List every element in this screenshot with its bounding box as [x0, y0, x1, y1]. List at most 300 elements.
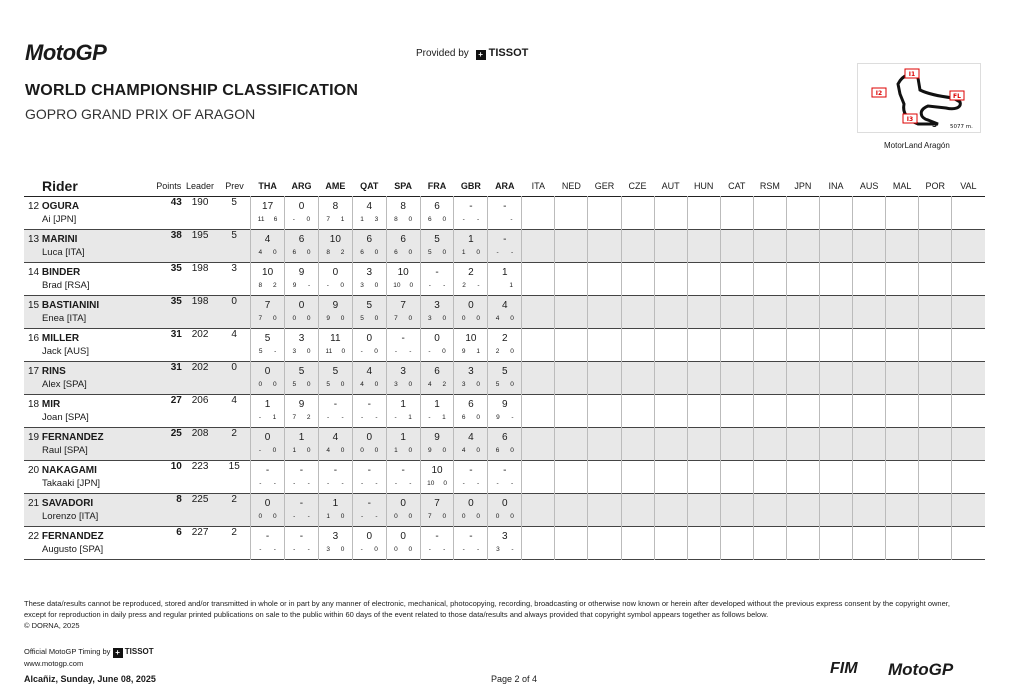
table-header-row [24, 176, 985, 197]
race-result-ina [819, 527, 852, 560]
race-result-rsm [753, 263, 786, 296]
race-result-tha [251, 527, 285, 560]
sprint-points: 0 [340, 282, 345, 289]
race-result-ned [555, 230, 588, 263]
sprint-points: 0 [408, 546, 413, 553]
race-result-aus [853, 362, 886, 395]
table-row [24, 395, 985, 428]
race-result-fra [420, 329, 454, 362]
race-points: 0 [292, 315, 297, 322]
race-total: 3 [366, 267, 373, 278]
race-result-ame [318, 527, 352, 560]
race-total: 0 [366, 531, 373, 542]
race-result-ned [555, 428, 588, 461]
table-row [24, 197, 985, 230]
sprint-points: 0 [408, 216, 413, 223]
race-result-arg [285, 395, 319, 428]
sprint-points: 0 [408, 381, 413, 388]
disclaimer [24, 598, 974, 631]
race-result-por [919, 527, 952, 560]
race-points: 3 [292, 348, 297, 355]
race-total: 4 [502, 300, 508, 311]
race-result-fra [420, 362, 454, 395]
rider-points: 31 [170, 329, 182, 340]
race-points: 1 [394, 447, 398, 454]
sprint-points: 0 [340, 513, 345, 520]
col-rider: Rider [42, 178, 78, 194]
rider-cell [24, 461, 156, 494]
race-breakdown [353, 311, 386, 322]
rider-cell [24, 296, 156, 329]
race-points: 8 [258, 282, 263, 289]
race-breakdown [251, 278, 284, 289]
race-result-tha [251, 362, 285, 395]
sprint-points: 0 [272, 315, 277, 322]
race-result-fra [420, 395, 454, 428]
sprint-points: 3 [374, 216, 379, 223]
col-race-ned: NED [561, 181, 581, 191]
race-result-val [952, 296, 985, 329]
race-breakdown [421, 212, 454, 223]
race-total: 0 [366, 333, 373, 344]
race-total: 3 [332, 531, 339, 542]
race-points: 8 [394, 216, 398, 223]
race-total: 0 [298, 201, 305, 212]
table-row [24, 428, 985, 461]
rider-last-name: MARINI [41, 234, 78, 245]
race-result-aus [853, 428, 886, 461]
race-result-arg [285, 329, 319, 362]
race-result-hun [687, 527, 720, 560]
race-breakdown [285, 344, 318, 355]
race-breakdown [353, 344, 386, 355]
race-breakdown [285, 311, 318, 322]
sprint-points: 0 [442, 447, 447, 454]
sprint-points: 0 [374, 546, 378, 553]
race-result-jpn [786, 329, 819, 362]
race-breakdown [353, 245, 386, 256]
rider-points: 38 [156, 230, 182, 263]
gap-to-leader: 202 [191, 329, 209, 340]
race-total: 1 [332, 498, 339, 509]
race-breakdown [421, 443, 454, 454]
race-points: - [327, 480, 330, 487]
race-result-cat [720, 395, 753, 428]
sprint-points: 0 [476, 381, 480, 388]
race-total: 10 [262, 267, 274, 278]
race-points: 7 [292, 414, 297, 421]
race-result-cze [621, 362, 654, 395]
race-result-por [919, 362, 952, 395]
race-breakdown [319, 410, 352, 421]
race-result-cze [621, 329, 654, 362]
race-points: - [258, 447, 262, 454]
race-points: 2 [495, 348, 500, 355]
race-result-gbr [454, 527, 488, 560]
race-result-ita [522, 362, 555, 395]
race-breakdown [387, 278, 420, 289]
race-result-qat [352, 362, 386, 395]
race-total: 6 [298, 234, 305, 245]
race-total: 9 [502, 399, 508, 410]
previous-points: 2 [218, 494, 250, 527]
race-breakdown [387, 344, 420, 355]
col-race-qat: QAT [360, 181, 379, 191]
sprint-points: - [307, 480, 310, 487]
timing-label: Official MotoGP Timing by [24, 647, 111, 656]
race-result-val [952, 362, 985, 395]
race-breakdown [488, 410, 521, 421]
race-breakdown [285, 476, 318, 487]
race-points: 4 [326, 447, 330, 454]
race-points: - [293, 546, 296, 553]
page-title: WORLD CHAMPIONSHIP CLASSIFICATION [25, 82, 359, 99]
race-points: 5 [292, 381, 297, 388]
race-total: - [503, 234, 507, 245]
race-points: 0 [461, 315, 466, 322]
rider-points: 10 [170, 461, 182, 472]
race-total: 10 [329, 234, 341, 245]
race-result-ita [522, 230, 555, 263]
race-total: - [469, 201, 473, 212]
race-result-ara [488, 362, 522, 395]
race-total: 1 [298, 432, 305, 443]
race-breakdown [488, 212, 521, 223]
race-points: - [360, 348, 363, 355]
race-result-ger [588, 362, 621, 395]
race-result-ger [588, 230, 621, 263]
sprint-points: 6 [273, 216, 278, 223]
race-points: - [394, 414, 397, 421]
col-race-rsm: RSM [759, 181, 780, 191]
sprint-points: 2 [306, 414, 311, 421]
race-breakdown [454, 212, 487, 223]
race-result-rsm [753, 461, 786, 494]
race-result-ara [488, 494, 522, 527]
race-total: 1 [502, 267, 508, 278]
race-total: 0 [332, 267, 339, 278]
race-result-aus [853, 197, 886, 230]
race-total: - [435, 531, 439, 542]
race-result-por [919, 296, 952, 329]
rider-name [24, 362, 156, 377]
race-points: 1 [461, 249, 466, 256]
race-breakdown [285, 278, 318, 289]
race-total: 9 [298, 399, 305, 410]
sprint-points: 0 [272, 447, 277, 454]
race-result-spa [386, 494, 420, 527]
race-result-ina [819, 362, 852, 395]
race-total: 5 [332, 366, 339, 377]
sprint-points: 0 [340, 546, 345, 553]
race-points: 1 [360, 216, 364, 223]
race-breakdown [251, 311, 284, 322]
race-result-tha [251, 494, 285, 527]
rider-cell [24, 263, 156, 296]
svg-text:I3: I3 [906, 116, 914, 123]
race-total: 7 [400, 300, 406, 311]
race-total: 0 [264, 366, 271, 377]
sprint-points: 0 [442, 216, 447, 223]
race-breakdown [285, 509, 318, 520]
race-result-mal [886, 362, 919, 395]
race-breakdown [454, 542, 487, 553]
race-breakdown [421, 476, 454, 487]
race-result-qat [352, 395, 386, 428]
race-points: - [360, 414, 364, 421]
sprint-points: 0 [374, 315, 379, 322]
previous-points: 0 [218, 362, 250, 395]
race-total: - [367, 399, 371, 410]
sprint-points: - [477, 480, 480, 487]
race-result-cze [621, 230, 654, 263]
race-result-mal [886, 527, 919, 560]
sprint-points: 1 [476, 348, 480, 355]
race-total: 9 [434, 432, 440, 443]
gap-to-leader: 208 [182, 428, 218, 461]
race-result-ger [588, 527, 621, 560]
race-result-cze [621, 263, 654, 296]
page-subtitle: GOPRO GRAND PRIX OF ARAGON [25, 106, 256, 122]
race-total: 5 [366, 300, 373, 311]
race-total: 10 [465, 333, 477, 344]
race-breakdown [454, 476, 487, 487]
sprint-points: - [409, 348, 412, 355]
table-row [24, 296, 985, 329]
race-breakdown [251, 377, 284, 388]
race-result-ara [488, 428, 522, 461]
col-race-arg: ARG [291, 181, 312, 191]
table-row [24, 494, 985, 527]
rider-first-name: Ai [JPN] [42, 214, 77, 225]
race-breakdown [319, 278, 352, 289]
race-result-arg [285, 296, 319, 329]
race-breakdown [387, 443, 420, 454]
race-result-mal [886, 461, 919, 494]
race-result-ned [555, 329, 588, 362]
race-result-ita [522, 395, 555, 428]
rider-last-name: NAKAGAMI [41, 465, 97, 476]
race-result-ara [488, 230, 522, 263]
race-total: 6 [366, 234, 373, 245]
race-breakdown [285, 443, 318, 454]
previous-points: 3 [231, 263, 237, 274]
race-result-ned [555, 461, 588, 494]
race-result-ame [318, 362, 352, 395]
rider-name [24, 296, 156, 311]
race-result-aut [654, 362, 687, 395]
col-race-ara: ARA [495, 181, 515, 191]
race-result-cat [720, 197, 753, 230]
col-race-mal: MAL [892, 181, 912, 191]
tissot-cross-icon: + [476, 50, 486, 60]
rider-cell [24, 329, 156, 362]
race-result-ame [318, 395, 352, 428]
race-result-ger [588, 329, 621, 362]
race-points: 0 [258, 513, 263, 520]
race-total: 5 [434, 234, 440, 245]
rider-name [24, 461, 156, 476]
race-total: 5 [502, 366, 508, 377]
race-points: 4 [428, 381, 432, 388]
race-total: 0 [264, 498, 271, 509]
race-breakdown [454, 443, 487, 454]
race-result-jpn [786, 230, 819, 263]
rider-position: 20 [28, 465, 40, 476]
race-result-jpn [786, 428, 819, 461]
rider-first-name: Luca [ITA] [42, 247, 85, 258]
race-points: 11 [257, 216, 265, 223]
rider-first-name: Alex [SPA] [42, 379, 87, 390]
race-breakdown [387, 311, 420, 322]
race-result-arg [285, 527, 319, 560]
race-breakdown [421, 245, 454, 256]
rider-position: 14 [28, 267, 40, 278]
sprint-points: - [477, 546, 480, 553]
race-result-hun [687, 329, 720, 362]
race-result-ita [522, 527, 555, 560]
race-result-spa [386, 461, 420, 494]
race-points: 5 [326, 381, 330, 388]
race-breakdown [387, 245, 420, 256]
race-result-arg [285, 230, 319, 263]
race-breakdown [319, 476, 352, 487]
race-total: 0 [502, 498, 508, 509]
race-total: - [333, 399, 338, 410]
race-result-rsm [753, 428, 786, 461]
fim-logo: FIM [830, 660, 858, 677]
race-result-gbr [454, 395, 488, 428]
race-result-ned [555, 296, 588, 329]
sprint-points: 0 [510, 513, 514, 520]
col-race-val: VAL [960, 181, 977, 191]
race-total: 0 [468, 300, 474, 311]
race-result-ger [588, 494, 621, 527]
race-breakdown [285, 212, 318, 223]
race-breakdown [353, 443, 386, 454]
race-points: - [360, 513, 364, 520]
sprint-points: 1 [272, 414, 277, 421]
sprint-points: - [510, 216, 513, 223]
race-result-ned [555, 263, 588, 296]
rider-last-name: BINDER [41, 267, 81, 278]
race-total: 0 [264, 432, 271, 443]
sprint-points: - [375, 513, 378, 520]
copyright: © DORNA, 2025 [24, 621, 80, 630]
tissot-logo: + TISSOT [476, 47, 529, 59]
race-result-aus [853, 230, 886, 263]
rider-cell [24, 395, 156, 428]
race-points: 5 [495, 381, 500, 388]
race-total: 3 [468, 366, 474, 377]
race-result-fra [420, 461, 454, 494]
sprint-points: - [341, 414, 344, 421]
race-breakdown [353, 476, 386, 487]
race-breakdown [251, 443, 284, 454]
rider-points: 35 [170, 263, 182, 274]
race-points: - [258, 414, 262, 421]
provided-by-label: Provided by [416, 48, 469, 59]
race-breakdown [251, 476, 284, 487]
race-result-ned [555, 362, 588, 395]
race-result-ned [555, 494, 588, 527]
sprint-points: - [307, 546, 310, 553]
race-result-ina [819, 395, 852, 428]
race-result-ara [488, 197, 522, 230]
sprint-points: 0 [442, 348, 446, 355]
race-result-jpn [786, 461, 819, 494]
col-race-tha: THA [258, 181, 277, 191]
rider-position: 17 [28, 366, 40, 377]
sprint-points: 0 [340, 447, 345, 454]
table-row [24, 461, 985, 494]
race-points: - [428, 546, 431, 553]
race-result-cat [720, 230, 753, 263]
rider-position: 16 [28, 333, 40, 344]
race-result-ina [819, 494, 852, 527]
race-breakdown [319, 542, 352, 553]
race-result-cat [720, 329, 753, 362]
race-total: 0 [468, 498, 474, 509]
sprint-points: 1 [340, 216, 345, 223]
race-result-ger [588, 197, 621, 230]
sprint-points: 0 [408, 513, 413, 520]
sprint-points: 2 [272, 282, 277, 289]
sprint-points: 0 [306, 381, 311, 388]
race-result-ina [819, 329, 852, 362]
race-result-jpn [786, 296, 819, 329]
race-total: 3 [502, 531, 508, 542]
race-breakdown [454, 311, 487, 322]
sprint-points: 0 [408, 249, 413, 256]
race-result-cat [720, 296, 753, 329]
race-result-cat [720, 263, 753, 296]
race-breakdown [488, 245, 521, 256]
svg-text:FL: FL [953, 93, 961, 100]
race-result-hun [687, 395, 720, 428]
race-result-ina [819, 230, 852, 263]
circuit-map-icon [858, 64, 980, 132]
rider-points: 25 [156, 428, 182, 461]
race-result-rsm [753, 197, 786, 230]
race-points: 0 [394, 513, 398, 520]
race-total: 5 [298, 366, 305, 377]
race-total: - [469, 465, 473, 476]
race-result-ina [819, 263, 852, 296]
race-points: 10 [427, 480, 435, 487]
race-result-fra [420, 230, 454, 263]
race-result-mal [886, 329, 919, 362]
race-total: - [299, 531, 304, 542]
race-points: 6 [428, 216, 432, 223]
rider-first-name: Lorenzo [ITA] [42, 511, 99, 522]
race-total: - [299, 465, 304, 476]
circuit-map [857, 63, 981, 133]
sprint-points: - [307, 513, 310, 520]
rider-name [24, 494, 156, 509]
col-race-gbr: GBR [460, 181, 481, 191]
race-total: 5 [264, 333, 271, 344]
race-result-hun [687, 230, 720, 263]
race-total: - [435, 267, 439, 278]
race-result-cze [621, 197, 654, 230]
gap-to-leader: 225 [182, 494, 218, 527]
race-points: 9 [326, 315, 330, 322]
race-points: - [360, 546, 363, 553]
col-race-cat: CAT [728, 181, 746, 191]
race-total: 0 [366, 432, 373, 443]
race-points: 11 [325, 348, 333, 355]
